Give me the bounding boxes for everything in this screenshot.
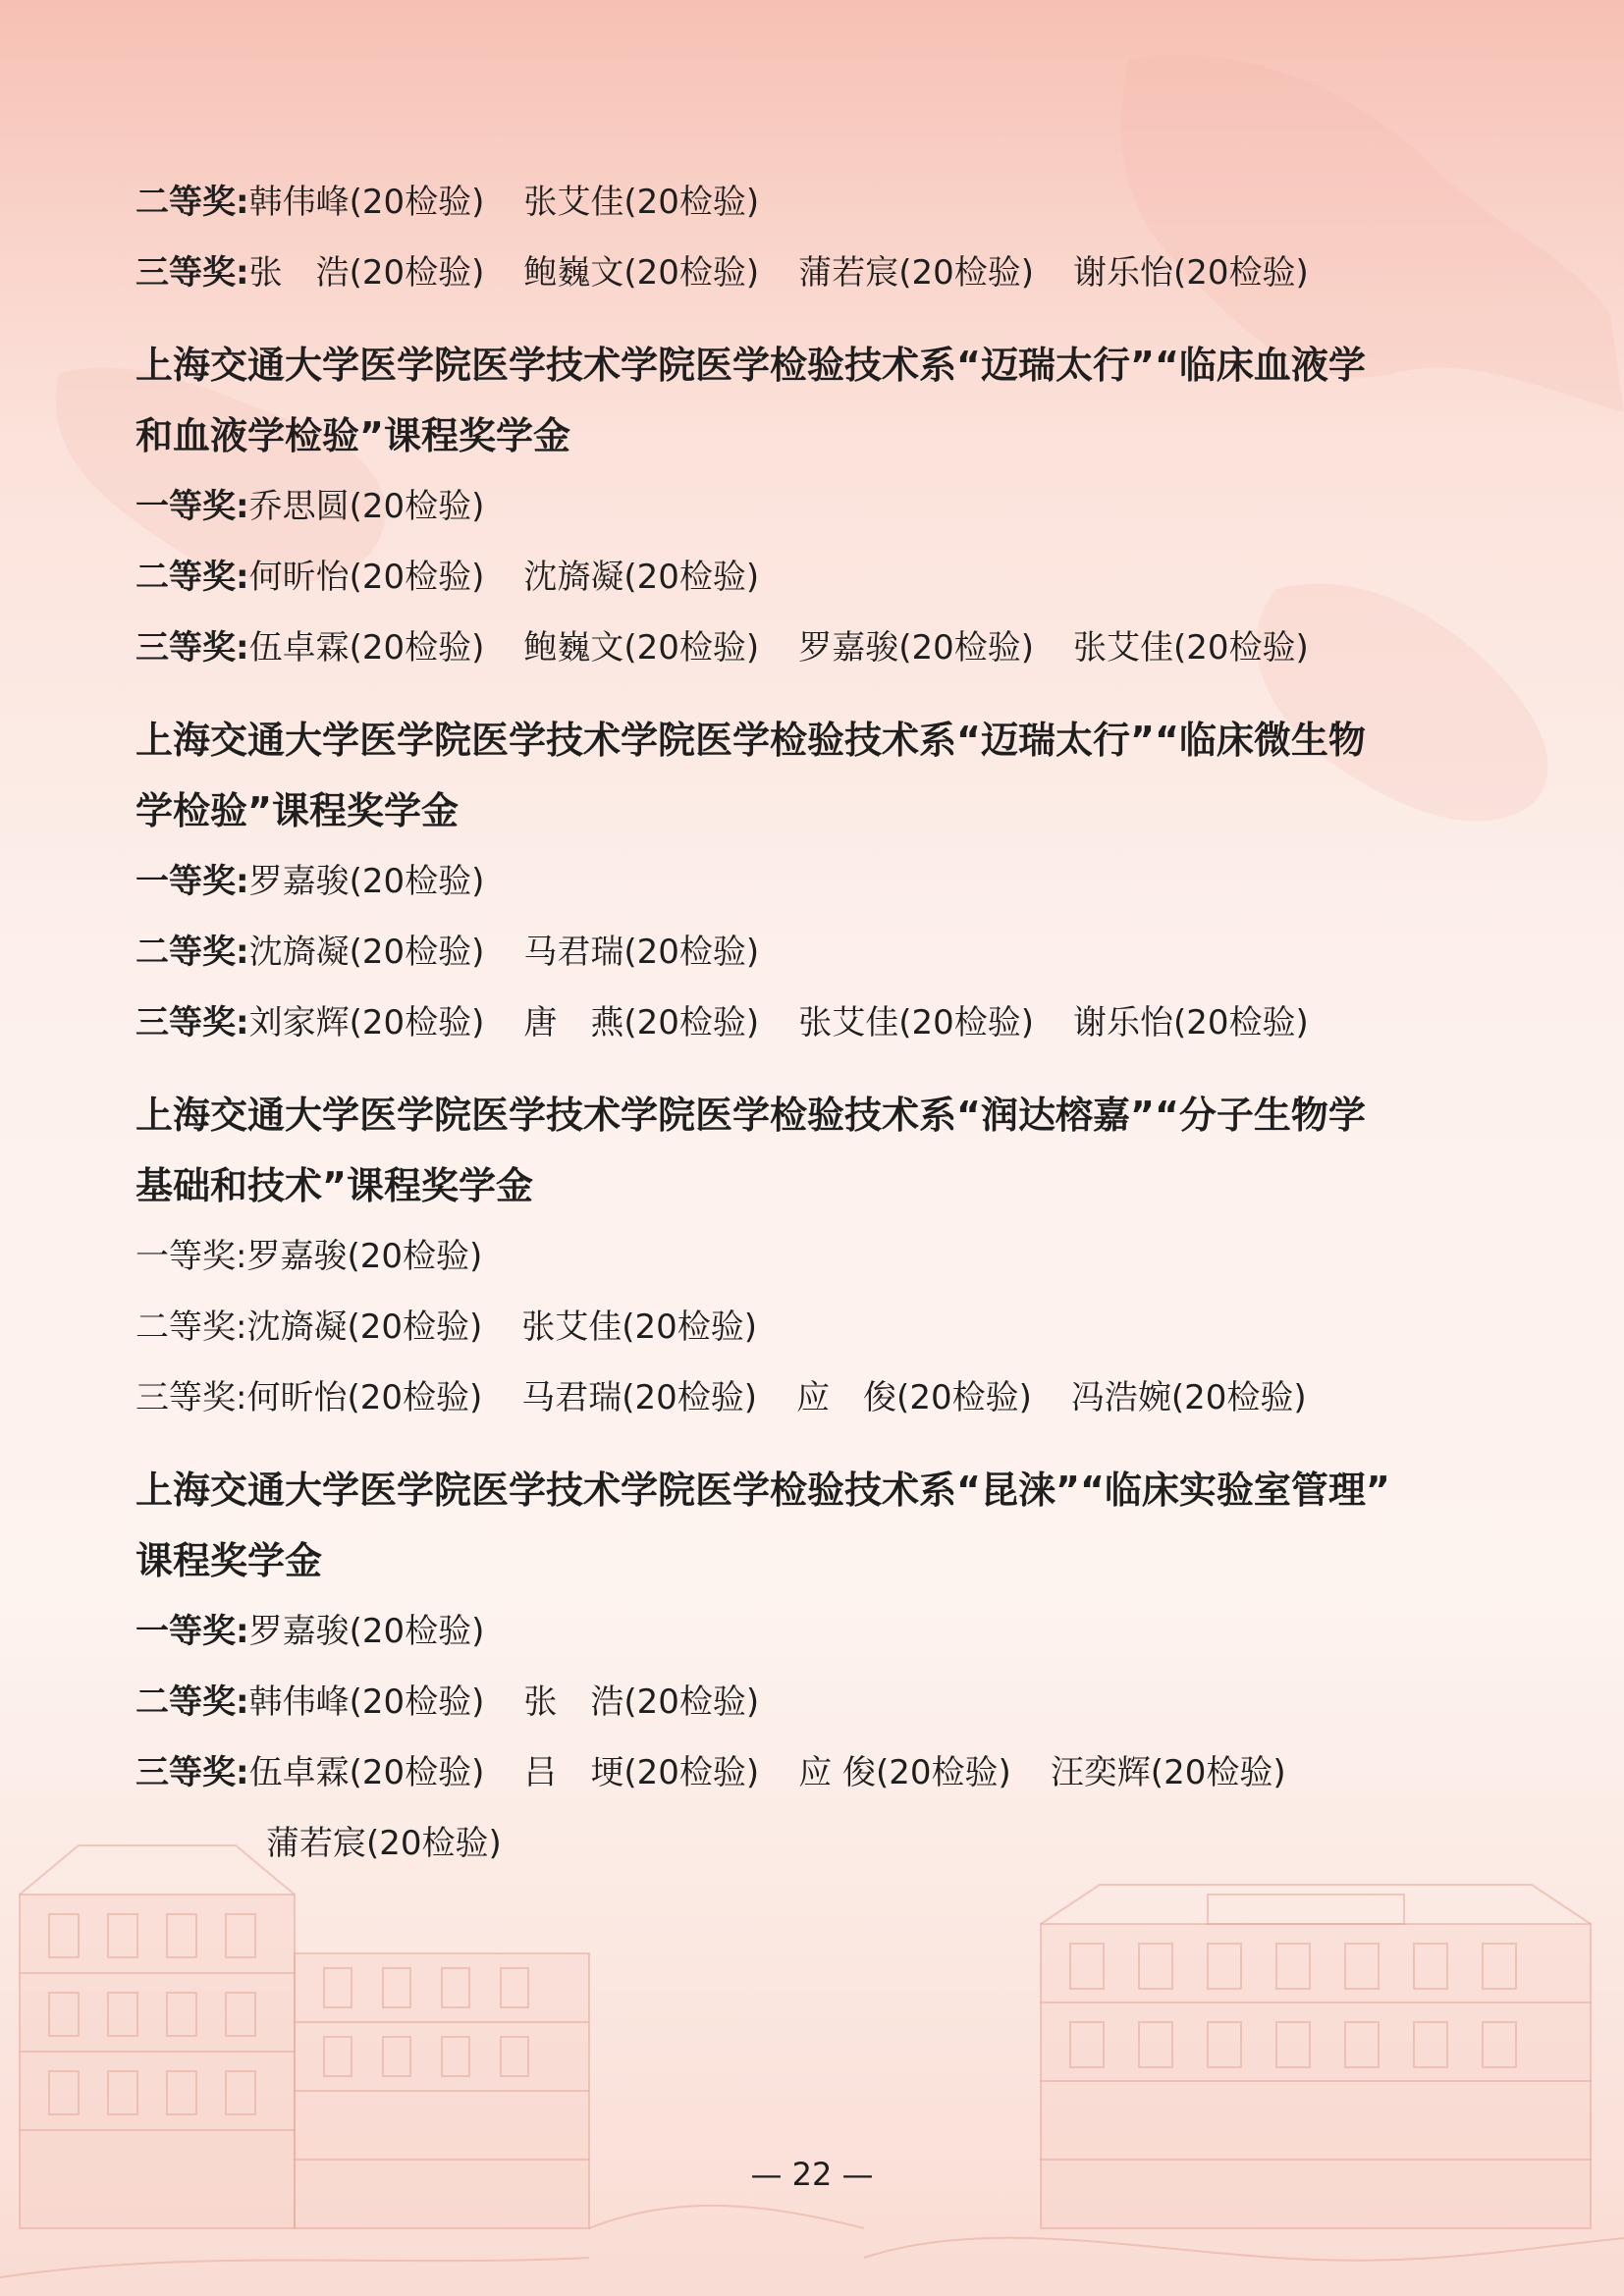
- awardee: 张艾佳(20检验): [1073, 628, 1309, 667]
- awardee: 沈旖凝(20检验): [523, 558, 760, 597]
- page-number: — 22 —: [750, 2156, 874, 2193]
- award-label: 二等奖:: [135, 558, 249, 597]
- awardee: 伍卓霖(20检验): [248, 1753, 485, 1792]
- award-line-third-continued: [135, 1808, 1510, 1879]
- awardee: 罗嘉骏(20检验): [246, 1237, 483, 1276]
- award-line-third: [135, 988, 1510, 1058]
- awardee: 张 浩(20检验): [523, 1682, 760, 1722]
- section-title-line: 课程奖学金: [135, 1539, 323, 1582]
- awardee: 应 俊(20检验): [798, 1753, 1011, 1792]
- award-line-third: [135, 1737, 1510, 1808]
- awardee: 吕 埂(20检验): [523, 1753, 760, 1792]
- awardee: 张 浩(20检验): [248, 253, 485, 293]
- award-label: 三等奖:: [135, 1378, 247, 1417]
- award-label: 一等奖:: [135, 487, 249, 526]
- awardee: 韩伟峰(20检验): [248, 183, 485, 222]
- award-label: 二等奖:: [135, 1308, 247, 1347]
- award-line-second: [135, 167, 1510, 238]
- award-line-second: [135, 1667, 1510, 1737]
- award-label: 三等奖:: [135, 1003, 249, 1042]
- award-label: 一等奖:: [135, 1612, 249, 1651]
- awardee: 张艾佳(20检验): [523, 183, 760, 222]
- awardee: 韩伟峰(20检验): [248, 1682, 485, 1722]
- awardee: 谢乐怡(20检验): [1073, 1003, 1309, 1042]
- award-line-third: [135, 1362, 1510, 1433]
- awardee: 张艾佳(20检验): [521, 1308, 758, 1347]
- scholarship-section-molecular-biology: [135, 1080, 1510, 1433]
- section-title: [135, 1080, 1510, 1221]
- awardee: 沈旖凝(20检验): [246, 1308, 483, 1347]
- awardee: 马君瑞(20检验): [521, 1378, 758, 1417]
- section-title: [135, 1455, 1510, 1596]
- awardee: 刘家辉(20检验): [248, 1003, 485, 1042]
- scholarship-section-hematology: [135, 330, 1510, 683]
- award-line-first: [135, 471, 1510, 542]
- section-title-line: 基础和技术”课程奖学金: [135, 1164, 533, 1207]
- award-line-second: [135, 917, 1510, 988]
- campus-building-sketch: [0, 1845, 1624, 2277]
- section-title-line: 和血液学检验”课程奖学金: [135, 414, 570, 457]
- awardee: 罗嘉骏(20检验): [798, 628, 1034, 667]
- awardee: 冯浩婉(20检验): [1070, 1378, 1307, 1417]
- awardee: 应 俊(20检验): [796, 1378, 1032, 1417]
- document-body: [135, 167, 1510, 1879]
- award-line-first: [135, 846, 1510, 917]
- scholarship-section-microbiology: [135, 705, 1510, 1058]
- awardee: 蒲若宸(20检验): [266, 1824, 502, 1863]
- award-label: 三等奖:: [135, 253, 249, 293]
- section-title-line: 上海交通大学医学院医学技术学院医学检验技术系“迈瑞太行”“临床血液学: [135, 344, 1366, 387]
- awardee: 马君瑞(20检验): [523, 933, 760, 972]
- awardee: 汪奕辉(20检验): [1050, 1753, 1286, 1792]
- award-label: 一等奖:: [135, 862, 249, 901]
- awardee: 鲍巍文(20检验): [523, 253, 760, 293]
- award-label: 三等奖:: [135, 1753, 249, 1792]
- awardee: 乔思圆(20检验): [248, 487, 485, 526]
- section-title: [135, 330, 1510, 471]
- award-line-third: [135, 238, 1510, 308]
- awardee: 蒲若宸(20检验): [798, 253, 1034, 293]
- award-label: 二等奖:: [135, 933, 249, 972]
- section-title-line: 学检验”课程奖学金: [135, 789, 459, 832]
- awardee: 伍卓霖(20检验): [248, 628, 485, 667]
- award-line-third: [135, 613, 1510, 683]
- award-group-top: [135, 167, 1510, 308]
- award-label: 二等奖:: [135, 183, 249, 222]
- awardee: 谢乐怡(20检验): [1073, 253, 1309, 293]
- awardee: 唐 燕(20检验): [523, 1003, 760, 1042]
- awardee: 沈旖凝(20检验): [248, 933, 485, 972]
- section-title-line: 上海交通大学医学院医学技术学院医学检验技术系“迈瑞太行”“临床微生物: [135, 719, 1366, 762]
- awardee: 何昕怡(20检验): [246, 1378, 483, 1417]
- section-title-line: 上海交通大学医学院医学技术学院医学检验技术系“润达榕嘉”“分子生物学: [135, 1094, 1366, 1137]
- award-line-first: [135, 1596, 1510, 1667]
- section-title: [135, 705, 1510, 846]
- scholarship-section-lab-management: [135, 1455, 1510, 1879]
- section-title-line: 上海交通大学医学院医学技术学院医学检验技术系“昆涞”“临床实验室管理”: [135, 1468, 1390, 1512]
- awardee: 罗嘉骏(20检验): [248, 862, 485, 901]
- award-line-second: [135, 542, 1510, 613]
- award-label: 一等奖:: [135, 1237, 247, 1276]
- awardee: 张艾佳(20检验): [798, 1003, 1034, 1042]
- award-line-second: [135, 1292, 1510, 1362]
- award-label: 三等奖:: [135, 628, 249, 667]
- awardee: 罗嘉骏(20检验): [248, 1612, 485, 1651]
- awardee: 何昕怡(20检验): [248, 558, 485, 597]
- award-line-first: [135, 1221, 1510, 1292]
- award-label: 二等奖:: [135, 1682, 249, 1722]
- awardee: 鲍巍文(20检验): [523, 628, 760, 667]
